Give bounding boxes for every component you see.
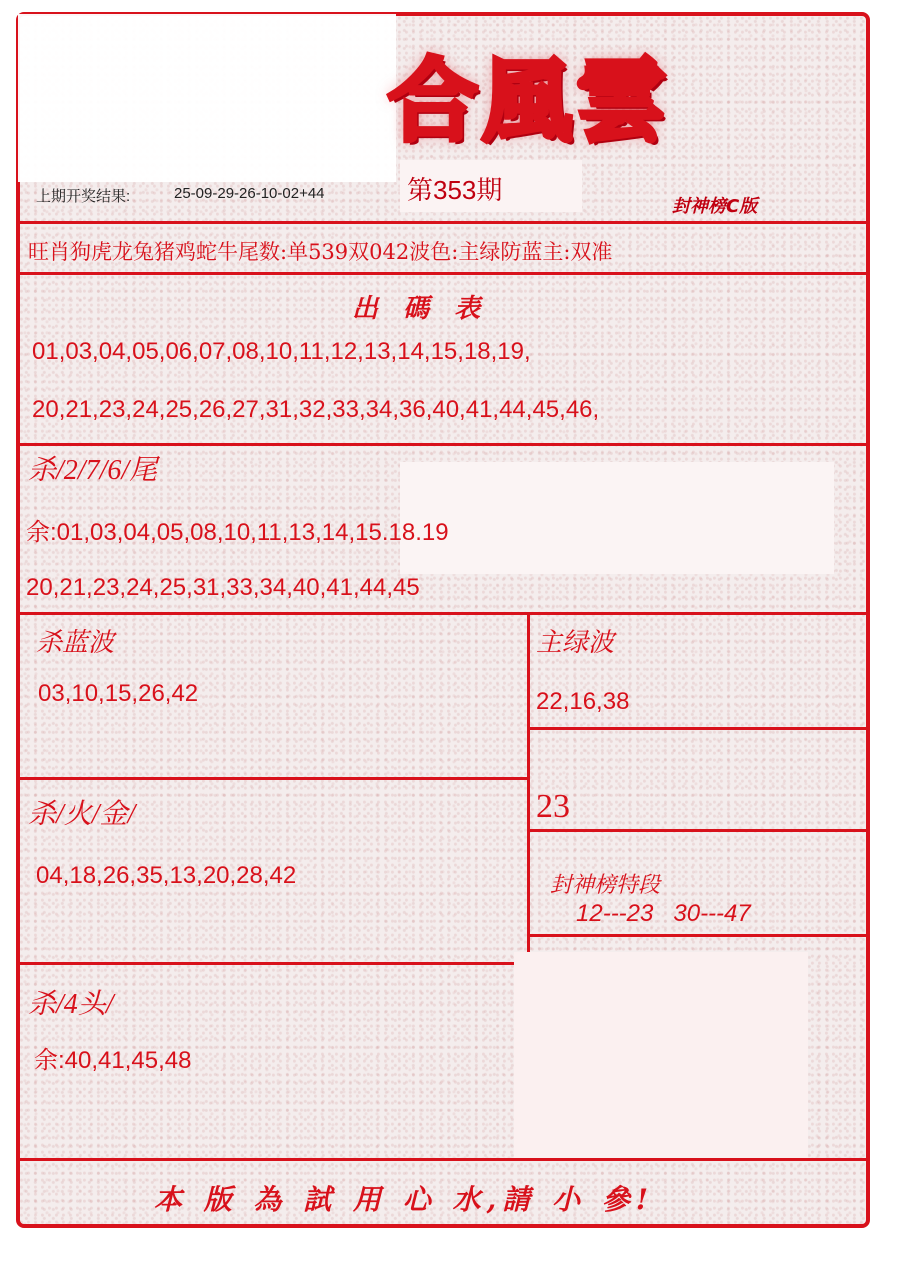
kill-elements-label: 杀/火/金/ xyxy=(28,799,136,830)
divider xyxy=(20,612,866,615)
divider xyxy=(20,221,866,224)
main-green-label: 主绿波 xyxy=(536,628,615,657)
divider xyxy=(529,934,866,937)
kill-tail-rest-1: 余:01,03,04,05,08,10,11,13,14,15.18.19 xyxy=(26,519,449,546)
chuma-title: 出 碼 表 xyxy=(352,294,489,324)
footer-note: 本 版 為 試 用 心 水,請 小 參! xyxy=(154,1183,655,1216)
divider xyxy=(20,443,866,446)
kill-blue-numbers: 03,10,15,26,42 xyxy=(38,680,199,707)
divider xyxy=(529,829,866,832)
chuma-row-2: 20,21,23,24,25,26,27,31,32,33,34,36,40,41,44,45,46, xyxy=(32,396,600,423)
last-result-label: 上期开奖结果: xyxy=(36,188,131,205)
kill-blue-label: 杀蓝波 xyxy=(36,628,115,657)
summary-line: 旺肖狗虎龙兔猪鸡蛇牛尾数:单539双042波色:主绿防蓝主:双准 xyxy=(28,240,613,264)
kill-head-label: 杀/4头/ xyxy=(28,989,114,1020)
logo-edition: 封神榜C版 xyxy=(672,196,758,217)
logo-title: 合風雲 xyxy=(388,48,670,154)
divider xyxy=(20,1158,866,1161)
main-green-numbers: 22,16,38 xyxy=(536,688,630,715)
column-divider xyxy=(527,612,530,960)
blurred-area xyxy=(514,952,808,1158)
kill-tail-label: 杀/2/7/6/尾 xyxy=(28,455,158,486)
last-result-value: 25-09-29-26-10-02+44 xyxy=(174,185,325,202)
special-range-values: 12---23 30---47 xyxy=(576,900,751,927)
blurred-area xyxy=(400,462,834,574)
divider xyxy=(20,777,530,780)
divider xyxy=(529,727,866,730)
issue-number: 第353期 xyxy=(407,175,503,205)
blurred-logo-area xyxy=(18,14,396,182)
special-range-label: 封神榜特段 xyxy=(550,873,661,898)
single-number: 23 xyxy=(536,788,570,825)
kill-elements-numbers: 04,18,26,35,13,20,28,42 xyxy=(36,862,297,889)
kill-tail-rest-2: 20,21,23,24,25,31,33,34,40,41,44,45 xyxy=(26,574,420,601)
divider xyxy=(20,272,866,275)
kill-head-rest: 余:40,41,45,48 xyxy=(34,1047,192,1074)
divider xyxy=(20,962,516,965)
chuma-row-1: 01,03,04,05,06,07,08,10,11,12,13,14,15,18,19, xyxy=(32,338,531,365)
